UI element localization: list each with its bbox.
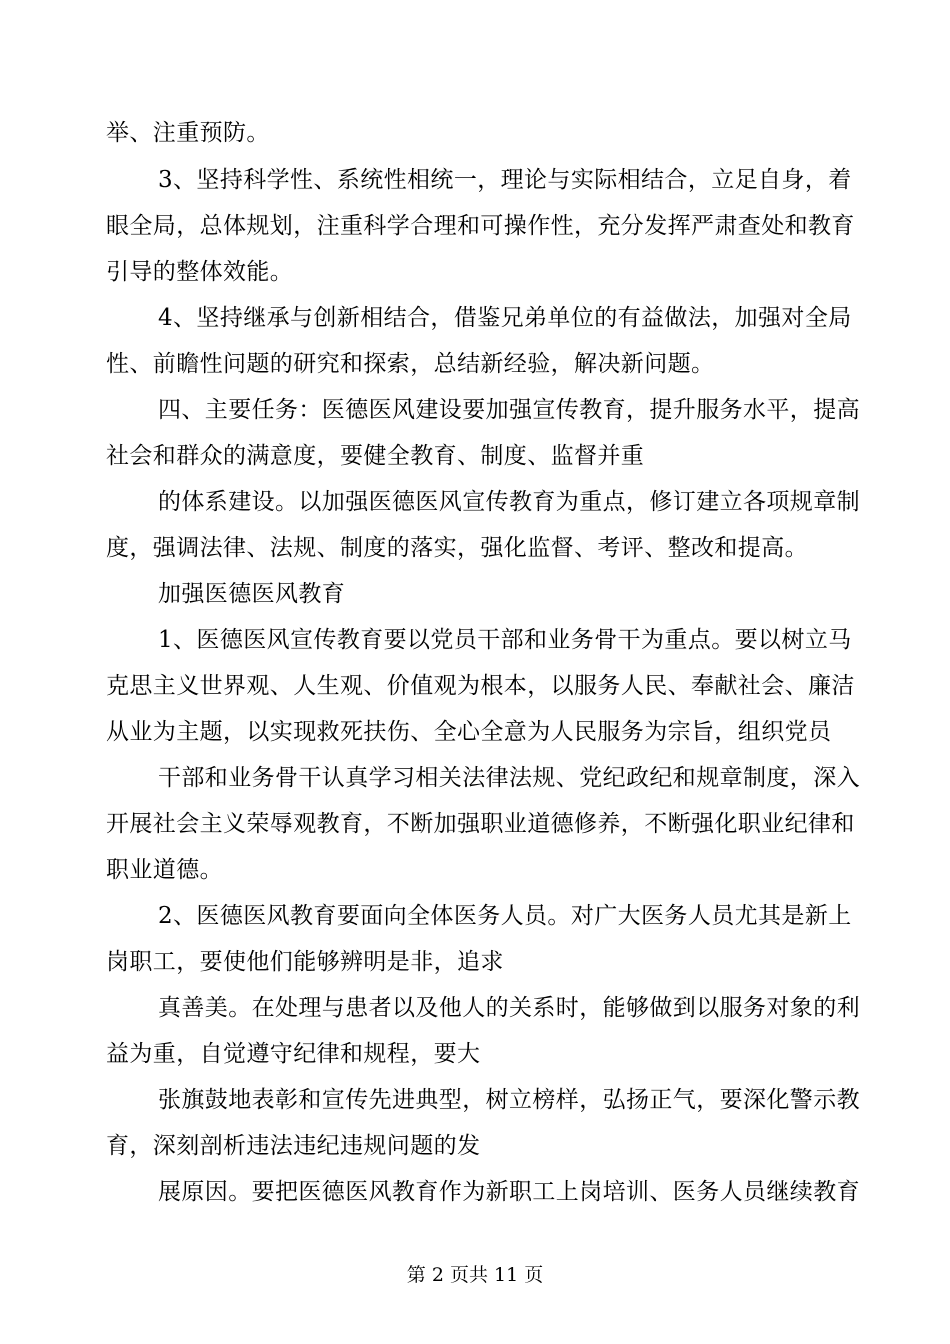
text-line: 育，深刻剖析违法违纪违规问题的发 <box>106 1133 481 1159</box>
text-line: 益为重，自觉遵守纪律和规程，要大 <box>106 1041 481 1067</box>
text-line: 克思主义世界观、人生观、价值观为根本，以服务人民、奉献社会、廉洁 <box>106 673 855 699</box>
text-line: 3、坚持科学性、系统性相统一，理论与实际相结合，立足自身，着 <box>158 167 852 193</box>
text-line: 度，强调法律、法规、制度的落实，强化监督、考评、整改和提高。 <box>106 535 808 561</box>
text-line: 1、医德医风宣传教育要以党员干部和业务骨干为重点。要以树立马 <box>158 627 852 653</box>
text-line: 干部和业务骨干认真学习相关法律法规、党纪政纪和规章制度，深入 <box>158 765 860 791</box>
text-line: 的体系建设。以加强医德医风宣传教育为重点，修订建立各项规章制 <box>158 489 860 515</box>
text-line: 展原因。要把医德医风教育作为新职工上岗培训、医务人员继续教育 <box>158 1179 860 1205</box>
text-line: 4、坚持继承与创新相结合，借鉴兄弟单位的有益做法，加强对全局 <box>158 305 852 331</box>
text-line: 眼全局，总体规划，注重科学合理和可操作性，充分发挥严肃查处和教育 <box>106 213 855 239</box>
text-line: 真善美。在处理与患者以及他人的关系时，能够做到以服务对象的利 <box>158 995 860 1021</box>
text-line: 社会和群众的满意度，要健全教育、制度、监督并重 <box>106 443 645 469</box>
text-line: 2、医德医风教育要面向全体医务人员。对广大医务人员尤其是新上 <box>158 903 852 929</box>
page-number-footer: 第 2 页共 11 页 <box>406 1264 544 1286</box>
text-line: 开展社会主义荣辱观教育，不断加强职业道德修养，不断强化职业纪律和 <box>106 811 855 837</box>
section-heading: 加强医德医风教育 <box>158 581 346 607</box>
text-line: 从业为主题，以实现救死扶伤、全心全意为人民服务为宗旨，组织党员 <box>106 719 832 745</box>
text-line: 四、主要任务：医德医风建设要加强宣传教育，提升服务水平，提高 <box>158 397 860 423</box>
text-line: 职业道德。 <box>106 857 223 883</box>
text-line: 性、前瞻性问题的研究和探索，总结新经验，解决新问题。 <box>106 351 715 377</box>
text-line: 举、注重预防。 <box>106 120 270 146</box>
text-line: 张旗鼓地表彰和宣传先进典型，树立榜样，弘扬正气，要深化警示教 <box>158 1087 860 1113</box>
text-line: 引导的整体效能。 <box>106 259 294 285</box>
text-line: 岗职工，要使他们能够辨明是非，追求 <box>106 949 504 975</box>
